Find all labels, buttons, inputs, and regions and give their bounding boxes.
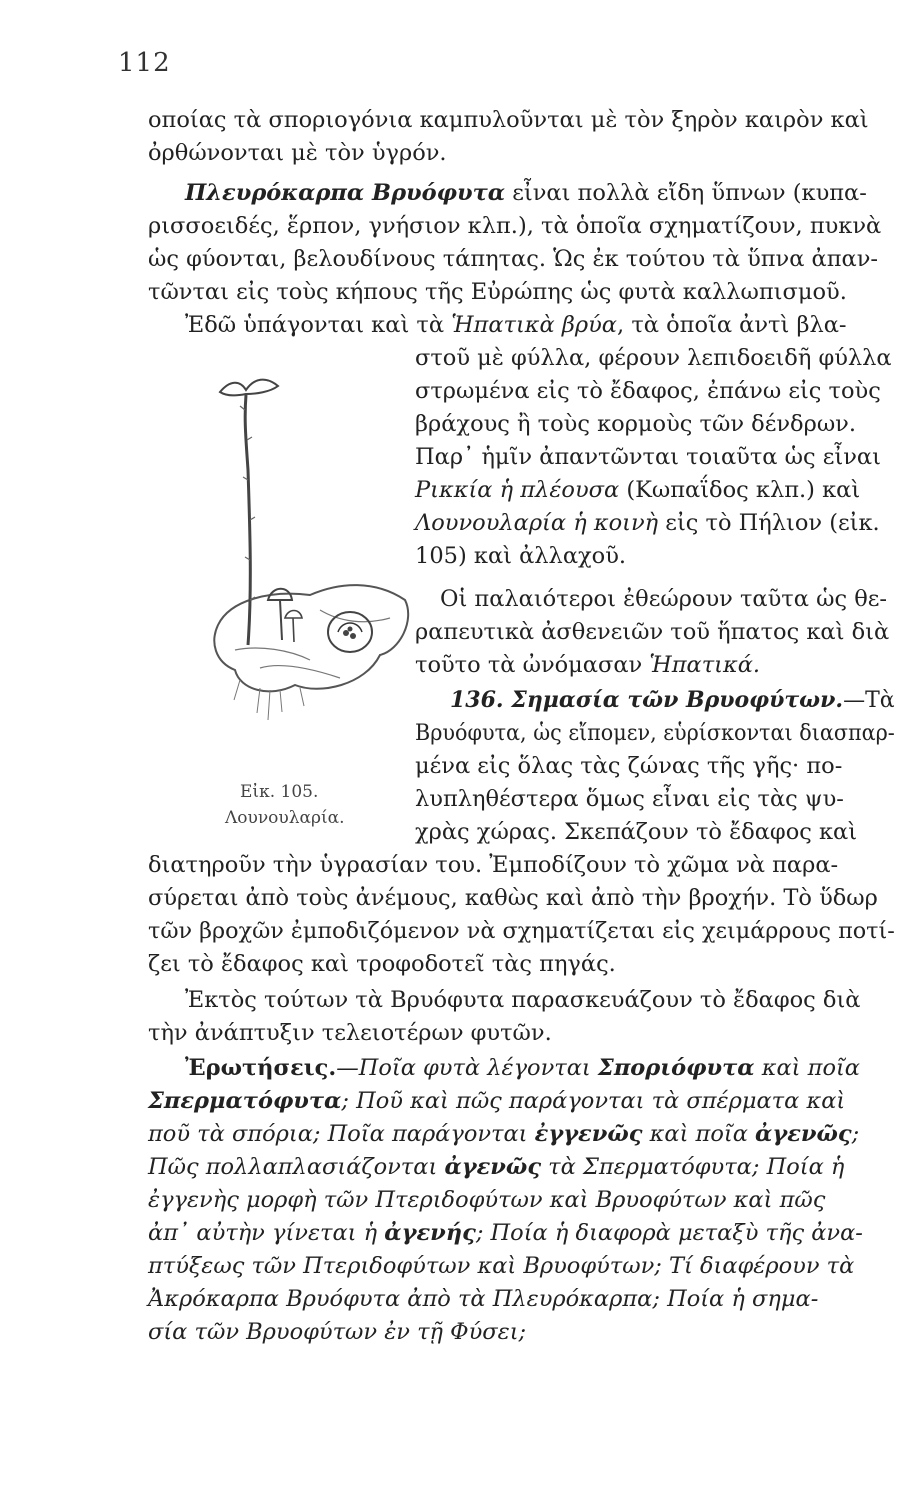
text-span: , τὰ ὁποῖα ἀντὶ βλα- [617, 312, 847, 338]
text-line: οποίας τὰ σποριογόνια καμπυλοῦνται μὲ τὸν ξηρὸν καιρὸν καὶ [148, 107, 869, 133]
text-line: σύρεται ἀπὸ τοὺς ἀνέμους, καθὼς καὶ ἀπὸ τὴν βροχήν. Τὸ ὕδωρ [148, 885, 878, 911]
hepatica-line [185, 310, 847, 340]
text-line: ὀρθώνονται μὲ τὸν ὑγρόν. [148, 140, 447, 166]
term-riccia: Ρικκία ἡ πλέουσα [415, 477, 620, 503]
term-sporiophyta: Σποριόφυτα [597, 1055, 755, 1081]
text-span: —Ποῖα φυτὰ λέγονται [336, 1055, 598, 1081]
text-span: ποῦ τὰ σπόρια; Ποῖα παράγονται [148, 1121, 535, 1147]
text-line: χρὰς χώρας. Σκεπάζουν τὸ ἔδαφος καὶ [415, 819, 858, 845]
questions-line: Ἀκρόκαρπα Βρυόφυτα ἀπὸ τὰ Πλευρόκαρπα; Ποία ἡ σημα- [148, 1286, 819, 1312]
term-agenos: ἀγενῶς [755, 1121, 852, 1147]
text-span: τοῦτο τὰ ὠνόμασαν [415, 652, 650, 678]
riccia-line [415, 475, 860, 505]
text-span: ; Ποία ἡ διαφορὰ μεταξὺ τῆς ἀνα- [475, 1220, 863, 1246]
lunularia-illustration [200, 350, 420, 790]
pleurocarpa-line [185, 178, 867, 208]
lunularia-line [415, 508, 880, 538]
term-agenos: ἀγενῶς [444, 1154, 542, 1180]
section-136-heading [450, 685, 895, 715]
text-line: λυπληθέστερα ὅμως εἶναι εἰς τὰς ψυ- [415, 786, 844, 812]
figure-caption-number: Εἰκ. 105. [240, 782, 319, 802]
section-heading: 136. Σημασία τῶν Βρυοφύτων. [450, 687, 844, 713]
text-span: —Τὰ [843, 687, 895, 713]
term-hepatica: Ἡπατικὰ βρύα [451, 312, 618, 338]
text-span: εἰς τὸ Πήλιον (εἰκ. [658, 510, 880, 536]
text-span: ; Ποῦ καὶ πῶς παράγονται τὰ σπέρματα καὶ [341, 1088, 846, 1114]
text-line: τὴν ἀνάπτυξιν τελειοτέρων φυτῶν. [148, 1020, 552, 1046]
questions-line: πτύξεως τῶν Πτεριδοφύτων καὶ Βρυοφύτων; Τί διαφέρουν τὰ [148, 1253, 855, 1279]
term-lunularia: Λουνουλαρία ἡ κοινὴ [415, 510, 659, 536]
questions-label: Ἐρωτήσεις. [185, 1055, 337, 1081]
ancients-line3 [415, 650, 760, 680]
figure-caption-title: Λουνουλαρία. [225, 808, 345, 828]
text-line: τῶν βροχῶν ἐμποδιζόμενον νὰ σχηματίζεται εἰς χειμάρρους ποτί- [148, 918, 895, 944]
questions-line [185, 1053, 860, 1083]
page-number: 112 [118, 48, 171, 78]
text-line: Οἱ παλαιότεροι ἐθεώρουν ταῦτα ὡς θε- [440, 586, 888, 612]
term-spermatophyta: Σπερματόφυτα [148, 1088, 342, 1114]
term-agenis: ἀγενής [384, 1220, 476, 1246]
text-line: μένα εἰς ὅλας τὰς ζώνας τῆς γῆς· πο- [415, 753, 843, 779]
questions-line: ἐγγενὴς μορφὴ τῶν Πτεριδοφύτων καὶ Βρυοφύτων καὶ πῶς [148, 1187, 826, 1213]
text-span: ἀπ᾽ αὐτὴν γίνεται ἡ [148, 1220, 385, 1246]
text-line: στρωμένα εἰς τὸ ἔδαφος, ἐπάνω εἰς τοὺς [415, 378, 881, 404]
questions-line [148, 1218, 863, 1248]
text-span: εἶναι πολλὰ εἴδη ὕπνων (κυπα- [505, 180, 867, 206]
text-line: τῶνται εἰς τοὺς κήπους τῆς Εὐρώπης ὡς φυτὰ καλλωπισμοῦ. [148, 279, 847, 305]
text-line: ζει τὸ ἔδαφος καὶ τροφοδοτεῖ τὰς πηγάς. [148, 951, 616, 977]
text-line: Βρυόφυτα, ὡς εἴπομεν, εὑρίσκονται διασπαρ- [415, 720, 895, 746]
text-span: ; [851, 1121, 860, 1147]
text-span: Πῶς πολλαπλασιάζονται [148, 1154, 445, 1180]
term-pleurocarpa: Πλευρόκαρπα Βρυόφυτα [185, 180, 506, 206]
questions-line [148, 1086, 845, 1116]
text-line: 105) καὶ ἀλλαχοῦ. [415, 543, 627, 569]
questions-line [148, 1119, 859, 1149]
text-line: Ἐκτὸς τούτων τὰ Βρυόφυτα παρασκευάζουν τὸ ἔδαφος διὰ [185, 987, 861, 1013]
term-hepatika: Ἡπατικά. [649, 652, 761, 678]
text-span: Ἐδῶ ὑπάγονται καὶ τὰ [185, 312, 452, 338]
text-line: ρισσοειδές, ἕρπον, γνήσιον κλπ.), τὰ ὁποῖα σχηματίζουν, πυκνὰ [148, 213, 882, 239]
questions-line: σία τῶν Βρυοφύτων ἐν τῇ Φύσει; [148, 1319, 527, 1345]
text-span: (Κωπαΐδος κλπ.) καὶ [619, 477, 861, 503]
text-line: ραπευτικὰ ἀσθενειῶν τοῦ ἥπατος καὶ διὰ [415, 619, 890, 645]
text-line: ὡς φύονται, βελουδίνους τάπητας. Ὡς ἐκ τούτου τὰ ὕπνα ἀπαν- [148, 246, 879, 272]
plant-drawing [200, 350, 420, 790]
questions-line [148, 1152, 844, 1182]
text-span: καὶ ποῖα [754, 1055, 861, 1081]
text-line: διατηροῦν τὴν ὑγρασίαν του. Ἐμποδίζουν τὸ χῶμα νὰ παρα- [148, 852, 839, 878]
text-line: βράχους ἢ τοὺς κορμοὺς τῶν δένδρων. [415, 411, 856, 437]
text-span: καὶ ποῖα [642, 1121, 756, 1147]
text-line: στοῦ μὲ φύλλα, φέρουν λεπιδοειδῆ φύλλα [415, 345, 892, 371]
text-line: Παρ᾽ ἡμῖν ἀπαντῶνται τοιαῦτα ὡς εἶναι [415, 444, 881, 470]
text-span: τὰ Σπερματόφυτα; Ποία ἡ [541, 1154, 845, 1180]
term-engenos: ἐγγενῶς [534, 1121, 643, 1147]
